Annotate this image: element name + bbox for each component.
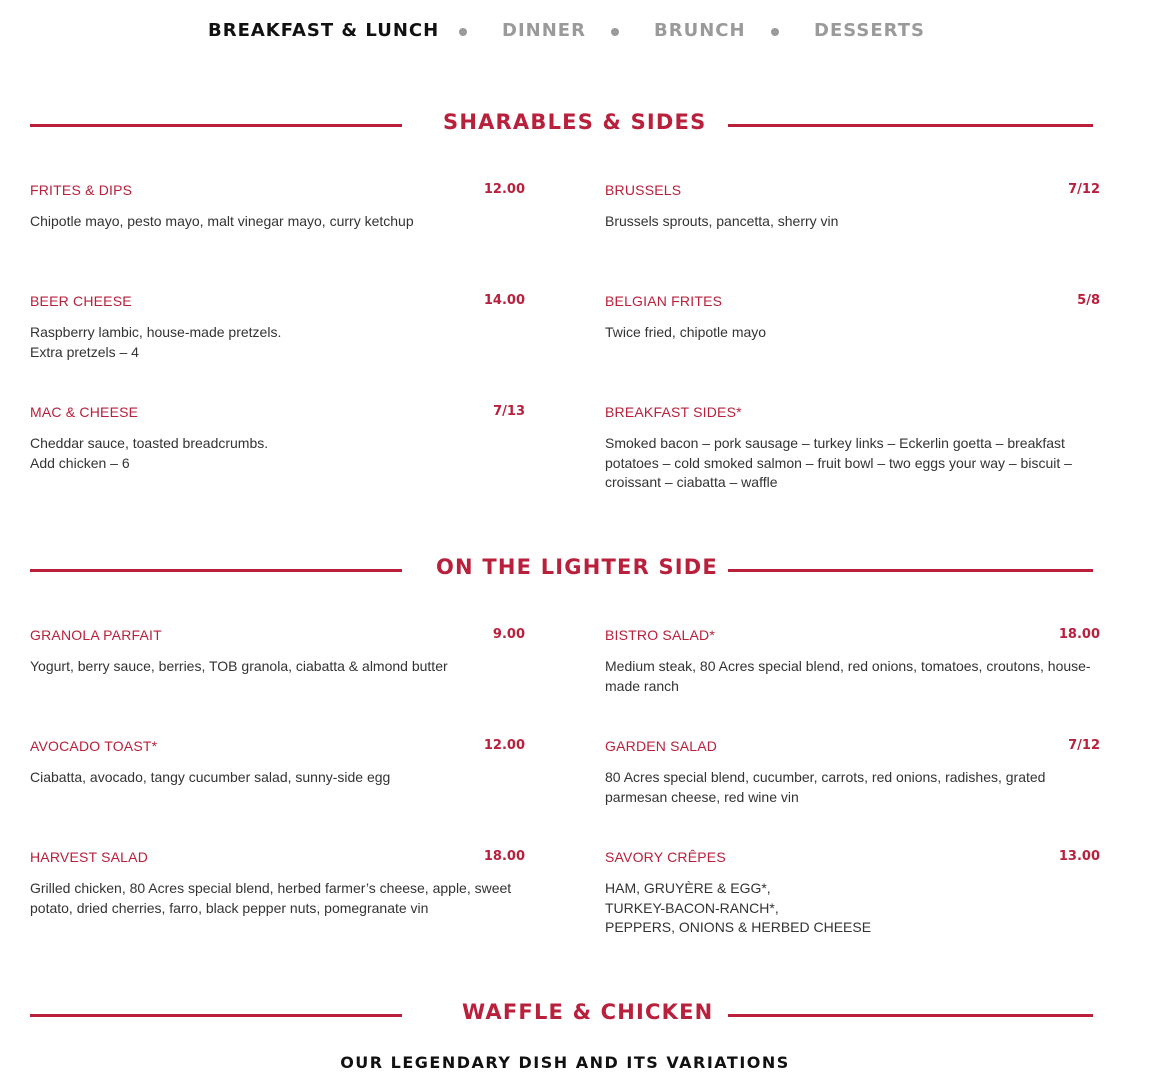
item-name: BRUSSELS	[605, 182, 682, 198]
item-description	[605, 879, 1100, 938]
divider-line	[728, 124, 1093, 127]
item-description	[30, 323, 525, 362]
item-name: AVOCADO TOAST*	[30, 738, 158, 754]
description-line: PEPPERS, ONIONS & HERBED CHEESE	[605, 919, 872, 936]
item-price: 12.00	[483, 738, 525, 753]
item-description	[30, 879, 525, 918]
item-price: 7/12	[1068, 182, 1100, 197]
description-line: Smoked bacon – pork sausage – turkey links – Eckerlin goetta – breakfast	[605, 435, 1065, 451]
tab-breakfast-lunch[interactable]: BREAKFAST & LUNCH	[208, 20, 440, 41]
item-description	[30, 434, 525, 473]
menu-tabs	[0, 20, 1150, 46]
item-name: FRITES & DIPS	[30, 182, 133, 198]
divider-line	[30, 569, 402, 572]
item-name: HARVEST SALAD	[30, 849, 149, 865]
item-name: MAC & CHEESE	[30, 404, 139, 420]
divider-line	[30, 1014, 402, 1017]
item-price: 7/13	[493, 404, 525, 419]
tab-desserts[interactable]: DESSERTS	[814, 20, 925, 41]
description-line: Yogurt, berry sauce, berries, TOB granola, ciabatta & almond butter	[30, 658, 448, 674]
item-description	[605, 434, 1100, 493]
description-line: 80 Acres special blend, cucumber, carrots, red onions, radishes, grated	[605, 769, 1046, 785]
tab-brunch[interactable]: BRUNCH	[654, 20, 746, 41]
item-description	[605, 212, 1100, 232]
item-name: BISTRO SALAD*	[605, 627, 715, 643]
description-line: made ranch	[605, 677, 679, 694]
item-name: BELGIAN FRITES	[605, 293, 723, 309]
description-line: HAM, GRUYÈRE & EGG*,	[605, 880, 771, 896]
item-description	[30, 768, 525, 788]
item-price: 13.00	[1058, 849, 1100, 864]
section-header-lighter-side	[30, 555, 1093, 585]
item-price: 14.00	[483, 293, 525, 308]
item-description	[30, 657, 525, 677]
section-subtitle: OUR LEGENDARY DISH AND ITS VARIATIONS	[340, 1053, 790, 1072]
tab-dinner[interactable]: DINNER	[502, 20, 586, 41]
section-title: SHARABLES & SIDES	[443, 110, 707, 134]
description-line: potato, dried cherries, farro, black pepper nuts, pomegranate vin	[30, 899, 429, 916]
item-name: GRANOLA PARFAIT	[30, 627, 162, 643]
item-name: GARDEN SALAD	[605, 738, 718, 754]
item-description	[605, 768, 1100, 807]
section-header-sharables	[30, 110, 1093, 140]
description-line: TURKEY-BACON-RANCH*,	[605, 899, 779, 916]
description-line: croissant – ciabatta – waffle	[605, 474, 778, 491]
description-line: Twice fried, chipotle mayo	[605, 324, 767, 340]
item-description	[30, 212, 525, 232]
item-name: BEER CHEESE	[30, 293, 132, 309]
item-description	[605, 657, 1100, 696]
item-price: 12.00	[483, 182, 525, 197]
item-name: SAVORY CRÊPES	[605, 849, 726, 865]
section-header-waffle-chicken	[30, 1000, 1093, 1030]
item-price: 5/8	[1077, 293, 1100, 308]
section-title: WAFFLE & CHICKEN	[462, 1000, 714, 1024]
tab-separator-dot	[771, 28, 779, 36]
description-line: Medium steak, 80 Acres special blend, red onions, tomatoes, croutons, house-	[605, 658, 1091, 674]
section-title: ON THE LIGHTER SIDE	[436, 555, 718, 579]
divider-line	[728, 569, 1093, 572]
item-price: 18.00	[483, 849, 525, 864]
description-line: Grilled chicken, 80 Acres special blend, herbed farmer’s cheese, apple, sweet	[30, 880, 512, 896]
description-line: Raspberry lambic, house-made pretzels.	[30, 324, 282, 340]
item-description	[605, 323, 1100, 343]
description-line: Brussels sprouts, pancetta, sherry vin	[605, 213, 839, 229]
item-price: 9.00	[492, 627, 525, 642]
item-price: 7/12	[1068, 738, 1100, 753]
description-line: Extra pretzels – 4	[30, 343, 139, 360]
description-line: parmesan cheese, red wine vin	[605, 788, 799, 805]
divider-line	[30, 124, 402, 127]
item-price: 18.00	[1058, 627, 1100, 642]
description-line: Chipotle mayo, pesto mayo, malt vinegar mayo, curry ketchup	[30, 213, 414, 229]
description-line: Ciabatta, avocado, tangy cucumber salad, sunny-side egg	[30, 769, 391, 785]
tab-separator-dot	[459, 28, 467, 36]
tab-separator-dot	[611, 28, 619, 36]
description-line: Add chicken – 6	[30, 454, 130, 471]
description-line: Cheddar sauce, toasted breadcrumbs.	[30, 435, 269, 451]
description-line: potatoes – cold smoked salmon – fruit bowl – two eggs your way – biscuit –	[605, 454, 1072, 471]
item-name: BREAKFAST SIDES*	[605, 404, 742, 420]
divider-line	[728, 1014, 1093, 1017]
